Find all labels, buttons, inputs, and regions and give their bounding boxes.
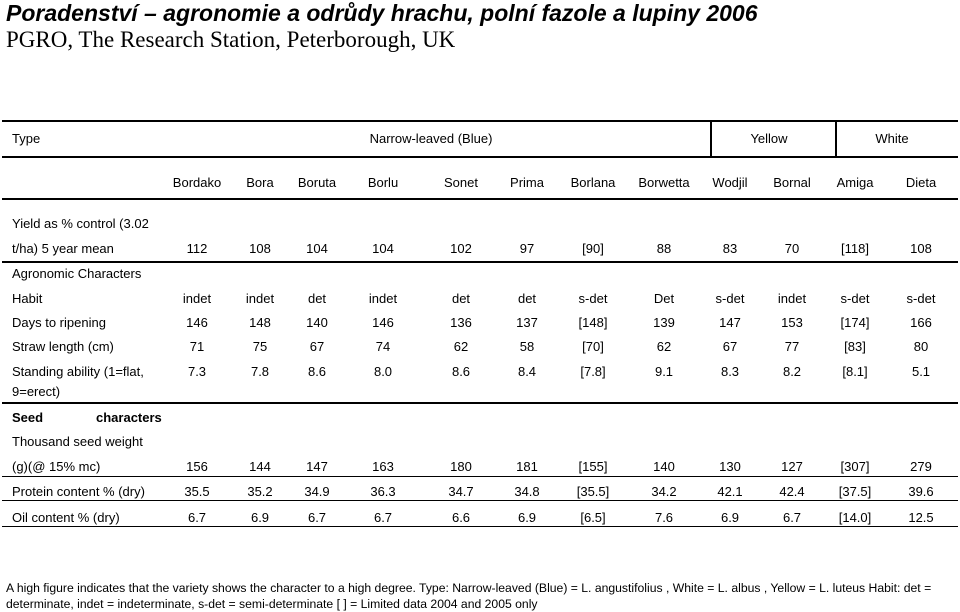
- variety-name: Borlu: [367, 175, 399, 190]
- variety-name: Boruta: [297, 175, 337, 190]
- cell-value: [174]: [840, 315, 870, 330]
- group-header-narrow-leaved: Narrow-leaved (Blue): [369, 131, 493, 146]
- cell-value: s-det: [715, 291, 745, 306]
- row-rule: [2, 500, 958, 501]
- cell-value: 147: [306, 459, 328, 474]
- cell-value: 146: [372, 315, 394, 330]
- cell-value: 156: [186, 459, 208, 474]
- cell-value: 181: [516, 459, 538, 474]
- yield-value: 88: [656, 241, 672, 256]
- group-header-white: White: [875, 131, 909, 146]
- type-header: Type: [12, 131, 41, 146]
- seed-heading: characters: [96, 410, 162, 425]
- agronomic-rule: [2, 402, 958, 404]
- variety-name: Dieta: [905, 175, 937, 190]
- row-label: Protein content % (dry): [12, 484, 145, 499]
- cell-value: indet: [777, 291, 807, 306]
- cell-value: 42.1: [717, 484, 743, 499]
- cell-value: 9.1: [654, 364, 674, 379]
- row-label: Oil content % (dry): [12, 510, 120, 525]
- yield-rule: [2, 261, 958, 263]
- cell-value: [148]: [578, 315, 608, 330]
- yield-value: 97: [519, 241, 535, 256]
- cell-value: 139: [653, 315, 675, 330]
- cell-value: 34.9: [304, 484, 330, 499]
- variety-name: Bordako: [172, 175, 222, 190]
- cell-value: 8.2: [782, 364, 802, 379]
- cell-value: [83]: [844, 339, 866, 354]
- cell-value: s-det: [840, 291, 870, 306]
- cell-value: [70]: [582, 339, 604, 354]
- cell-value: 42.4: [779, 484, 805, 499]
- table-top-border: [2, 120, 958, 122]
- cell-value: 58: [519, 339, 535, 354]
- yield-value: 102: [450, 241, 472, 256]
- cell-value: [7.8]: [580, 364, 606, 379]
- variety-name: Bornal: [773, 175, 811, 190]
- cell-value: 6.7: [373, 510, 393, 525]
- row-label: Straw length (cm): [12, 339, 114, 354]
- cell-value: [14.0]: [838, 510, 872, 525]
- yield-label: Yield as % control (3.02: [12, 216, 149, 231]
- variety-name: Borlana: [570, 175, 616, 190]
- cell-value: 36.3: [370, 484, 396, 499]
- cell-value: 75: [252, 339, 268, 354]
- row-rule: [2, 476, 958, 477]
- cell-value: 62: [656, 339, 672, 354]
- variety-name: Sonet: [444, 175, 478, 190]
- cell-value: 80: [913, 339, 929, 354]
- page-title: Poradenství – agronomie a odrůdy hrachu, polní fazole a lupiny 2006: [6, 0, 758, 26]
- cell-value: 7.8: [250, 364, 270, 379]
- cell-value: 8.4: [517, 364, 537, 379]
- yield-value: 104: [372, 241, 394, 256]
- row-label: Standing ability (1=flat,: [12, 364, 144, 379]
- variety-name: Borwetta: [638, 175, 690, 190]
- cell-value: 35.2: [247, 484, 273, 499]
- yield-value: 104: [306, 241, 328, 256]
- cell-value: indet: [245, 291, 275, 306]
- cell-value: [307]: [840, 459, 870, 474]
- cell-value: 163: [372, 459, 394, 474]
- row-label: Days to ripening: [12, 315, 106, 330]
- cell-value: 34.2: [651, 484, 677, 499]
- row-label: (g)(@ 15% mc): [12, 459, 101, 474]
- variety-name: Prima: [510, 175, 544, 190]
- cell-value: 6.9: [720, 510, 740, 525]
- cell-value: indet: [182, 291, 212, 306]
- yield-value: [118]: [841, 241, 869, 256]
- row-label: 9=erect): [12, 384, 61, 399]
- page-subtitle: PGRO, The Research Station, Peterborough, UK: [6, 27, 456, 52]
- cell-value: 140: [306, 315, 328, 330]
- footnote: A high figure indicates that the variety shows the character to a high degree. Type: Narrow-leaved (Blue) = L. angustifolius , White = L. albus , Yellow = L. luteus Habit: det = determinate, indet = indeterminate, s-det = semi-determinate [ ] = Limited data 2004 and 2005 only: [6, 581, 932, 611]
- seed-heading: Seed: [12, 410, 44, 425]
- cell-value: 12.5: [908, 510, 934, 525]
- cell-value: 127: [781, 459, 803, 474]
- cell-value: 6.7: [187, 510, 207, 525]
- row-label: Thousand seed weight: [12, 434, 143, 449]
- cell-value: [37.5]: [838, 484, 872, 499]
- cell-value: 6.9: [250, 510, 270, 525]
- cell-value: 6.6: [451, 510, 471, 525]
- cell-value: Det: [653, 291, 675, 306]
- cell-value: indet: [368, 291, 398, 306]
- variety-name: Wodjil: [712, 175, 748, 190]
- cell-value: 62: [453, 339, 469, 354]
- cell-value: s-det: [906, 291, 936, 306]
- cell-value: det: [517, 291, 537, 306]
- cell-value: 67: [722, 339, 738, 354]
- cell-value: 279: [910, 459, 932, 474]
- cell-value: [155]: [578, 459, 608, 474]
- cell-value: 137: [516, 315, 538, 330]
- cell-value: 8.0: [373, 364, 393, 379]
- group-divider-white: [835, 120, 837, 156]
- cell-value: 144: [249, 459, 271, 474]
- row-label: Habit: [12, 291, 43, 306]
- cell-value: 39.6: [908, 484, 934, 499]
- cell-value: 8.3: [720, 364, 740, 379]
- yield-value: 108: [249, 241, 271, 256]
- cell-value: 71: [189, 339, 205, 354]
- group-header-yellow: Yellow: [750, 131, 788, 146]
- cell-value: 8.6: [451, 364, 471, 379]
- yield-value: 83: [722, 241, 738, 256]
- cell-value: [8.1]: [842, 364, 868, 379]
- cell-value: 8.6: [307, 364, 327, 379]
- cell-value: 7.6: [654, 510, 674, 525]
- cell-value: 67: [309, 339, 325, 354]
- cell-value: 6.7: [307, 510, 327, 525]
- yield-value: 108: [910, 241, 932, 256]
- cell-value: 147: [719, 315, 741, 330]
- cell-value: 34.8: [514, 484, 540, 499]
- yield-value: [90]: [582, 241, 604, 256]
- cell-value: 136: [450, 315, 472, 330]
- yield-label: t/ha) 5 year mean: [12, 241, 114, 256]
- variety-name: Amiga: [836, 175, 874, 190]
- cell-value: s-det: [578, 291, 608, 306]
- variety-name: Bora: [246, 175, 274, 190]
- cell-value: 35.5: [184, 484, 210, 499]
- cell-value: 146: [186, 315, 208, 330]
- cell-value: det: [307, 291, 327, 306]
- group-divider-yellow: [710, 120, 712, 156]
- cell-value: 77: [784, 339, 800, 354]
- cell-value: [35.5]: [576, 484, 610, 499]
- cell-value: 166: [910, 315, 932, 330]
- cell-value: 34.7: [448, 484, 474, 499]
- cell-value: 130: [719, 459, 741, 474]
- yield-value: 70: [784, 241, 800, 256]
- cell-value: 180: [450, 459, 472, 474]
- variety-rule: [2, 198, 958, 200]
- cell-value: 6.9: [517, 510, 537, 525]
- cell-value: det: [451, 291, 471, 306]
- cell-value: [6.5]: [580, 510, 606, 525]
- cell-value: 5.1: [911, 364, 931, 379]
- header-rule: [2, 156, 958, 158]
- cell-value: 7.3: [187, 364, 207, 379]
- cell-value: 153: [781, 315, 803, 330]
- cell-value: 148: [249, 315, 271, 330]
- cell-value: 74: [375, 339, 391, 354]
- cell-value: 6.7: [782, 510, 802, 525]
- cell-value: 140: [653, 459, 675, 474]
- agronomic-heading: Agronomic Characters: [12, 266, 142, 281]
- yield-value: 112: [186, 241, 208, 256]
- table-bottom-rule: [2, 526, 958, 527]
